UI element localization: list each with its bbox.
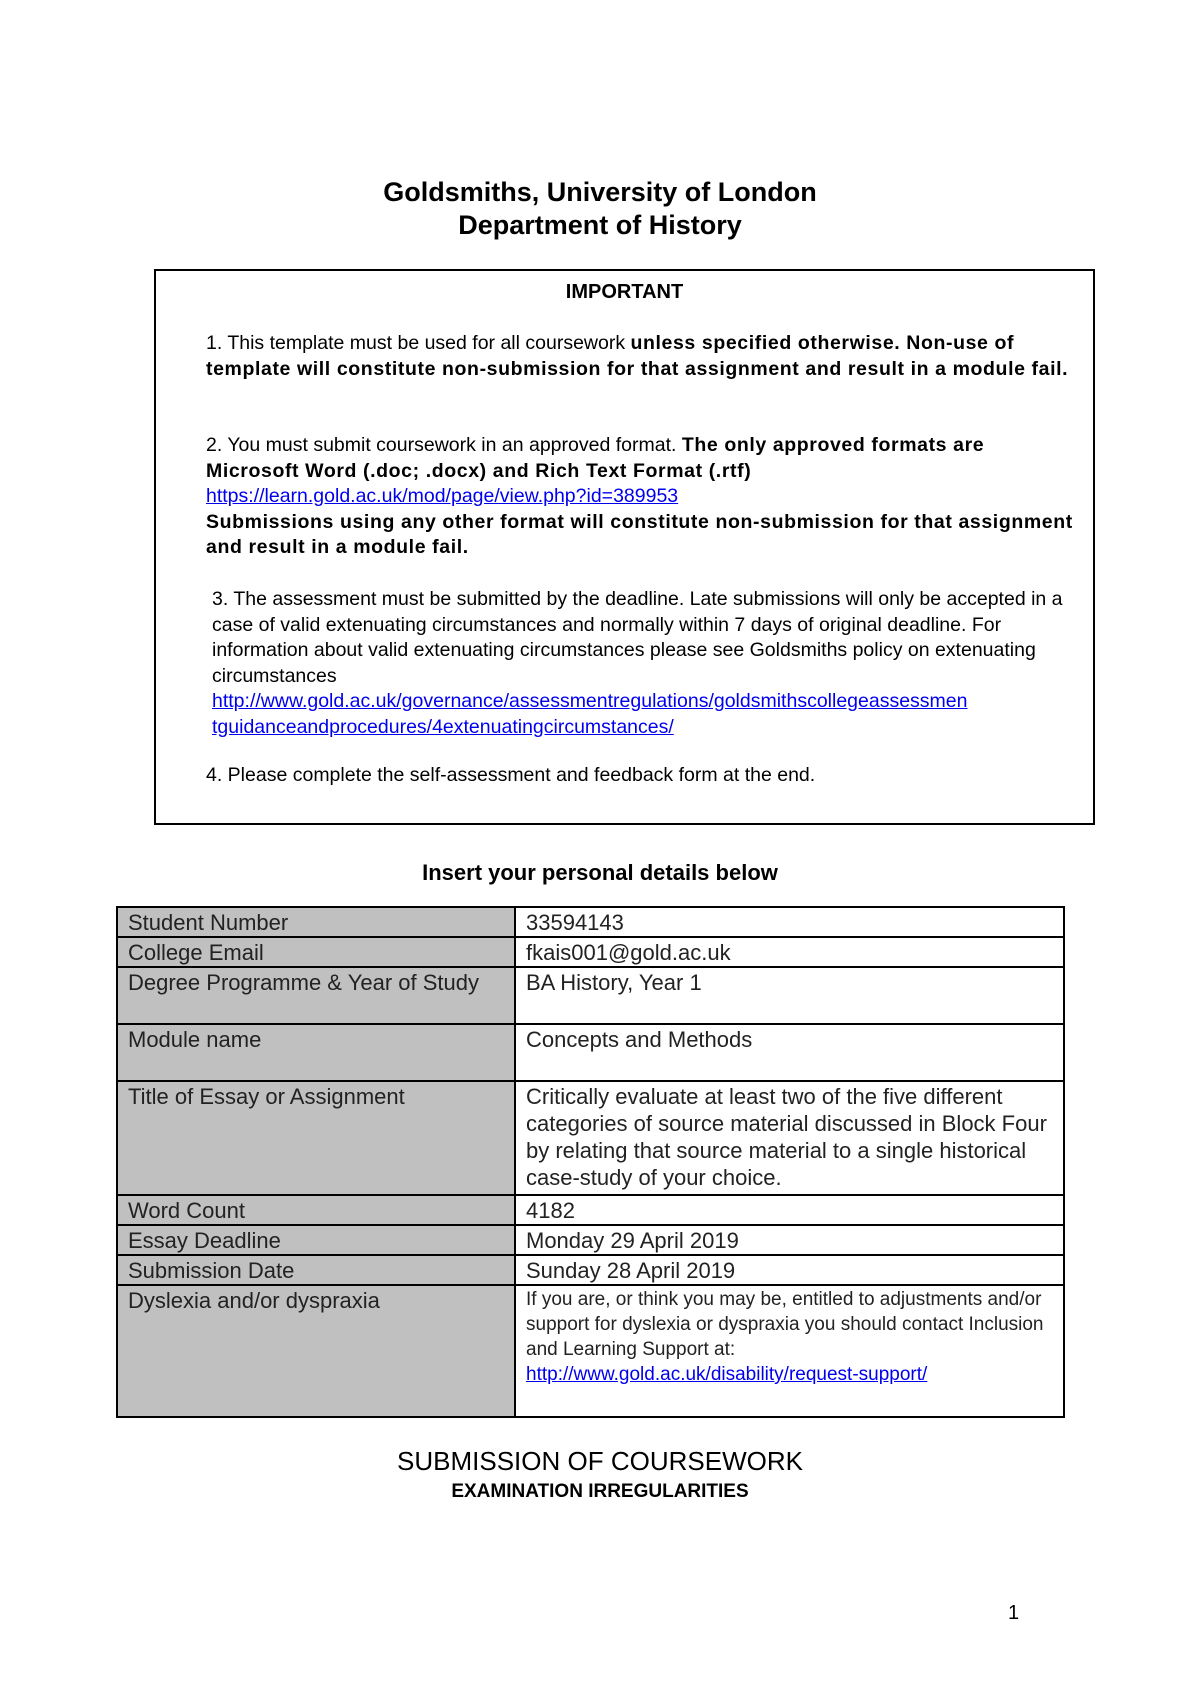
document-header [0, 176, 1200, 242]
title-label: Title of Essay or Assignment [117, 1081, 515, 1195]
module-value[interactable]: Concepts and Methods [515, 1024, 1064, 1081]
table-row [117, 937, 1064, 967]
word-count-label: Word Count [117, 1195, 515, 1225]
link-part-1[interactable]: http://www.gold.ac.uk/governance/assessmentregulations/goldsmithscollegeassessmen [212, 690, 968, 712]
notice-item-4: 4. Please complete the self-assessment and feedback form at the end. [206, 764, 816, 786]
degree-value[interactable]: BA History, Year 1 [515, 967, 1064, 1024]
disability-support-link[interactable]: http://www.gold.ac.uk/disability/request-support/ [526, 1364, 928, 1385]
department-name: Department of History [458, 210, 742, 240]
table-row [117, 1255, 1064, 1285]
submission-date-value[interactable]: Sunday 28 April 2019 [515, 1255, 1064, 1285]
deadline-value[interactable]: Monday 29 April 2019 [515, 1225, 1064, 1255]
irregularities-heading: EXAMINATION IRREGULARITIES [451, 1481, 749, 1502]
details-heading: Insert your personal details below [422, 860, 778, 885]
table-row [117, 1225, 1064, 1255]
module-label: Module name [117, 1024, 515, 1081]
extenuating-circumstances-link[interactable] [212, 690, 967, 738]
deadline-label: Essay Deadline [117, 1225, 515, 1255]
degree-label: Degree Programme & Year of Study [117, 967, 515, 1024]
table-row [117, 1285, 1064, 1417]
university-name: Goldsmiths, University of London [383, 177, 817, 207]
personal-details-table [116, 906, 1065, 1418]
important-notice-box [154, 269, 1095, 825]
student-number-value[interactable]: 33594143 [515, 907, 1064, 937]
page-number: 1 [1008, 1602, 1020, 1624]
notice-item-2-text: 2. You must submit coursework in an approved format. [206, 434, 682, 456]
table-row [117, 1081, 1064, 1195]
college-email-label: College Email [117, 937, 515, 967]
table-row [117, 1024, 1064, 1081]
table-row [117, 967, 1064, 1024]
formats-link[interactable]: https://learn.gold.ac.uk/mod/page/view.php?id=389953 [206, 485, 679, 507]
submission-heading: SUBMISSION OF COURSEWORK [397, 1446, 803, 1476]
notice-item-1-bold: unless specified otherwise. Non-use of template will constitute non-submission for that assignment and result in a module fail. [206, 332, 1069, 380]
word-count-value[interactable]: 4182 [515, 1195, 1064, 1225]
notice-item-1-text: 1. This template must be used for all coursework [206, 332, 631, 354]
link-part-2[interactable]: tguidanceandprocedures/4extenuatingcircumstances/ [212, 715, 674, 738]
table-row [117, 1195, 1064, 1225]
dyslexia-text: If you are, or think you may be, entitled to adjustments and/or support for dyslexia or dyspraxia you should contact Inclusion and Learning Support at: [526, 1289, 1044, 1360]
notice-item-1 [206, 331, 1076, 382]
dyslexia-info [515, 1285, 1064, 1417]
notice-item-2 [206, 433, 1076, 561]
notice-item-3 [212, 587, 1082, 740]
student-number-label: Student Number [117, 907, 515, 937]
table-row [117, 907, 1064, 937]
submission-date-label: Submission Date [117, 1255, 515, 1285]
notice-item-3-text: 3. The assessment must be submitted by the deadline. Late submissions will only be accepted in a case of valid extenuating circumstances and normally within 7 days of original deadline. For information about valid extenuating circumstances please see Goldsmiths policy on extenuating circumstances [212, 588, 1063, 687]
college-email-value[interactable]: fkais001@gold.ac.uk [515, 937, 1064, 967]
notice-title: IMPORTANT [565, 281, 684, 303]
notice-item-2-bold: The only approved formats are Microsoft Word (.doc; .docx) and Rich Text Format (.rtf) [206, 434, 985, 482]
notice-item-2-warning: Submissions using any other format will constitute non-submission for that assignment and result in a module fail. [206, 510, 1073, 558]
dyslexia-label: Dyslexia and/or dyspraxia [117, 1285, 515, 1417]
title-value[interactable]: Critically evaluate at least two of the five different categories of source material discussed in Block Four by relating that source material to a single historical case-study of your choice. [515, 1081, 1064, 1195]
